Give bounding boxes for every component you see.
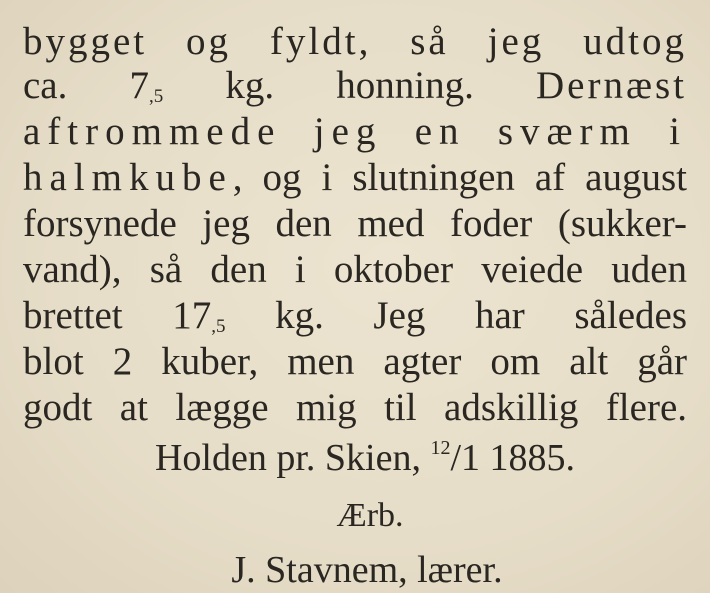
- subscript-decimal: ,5: [149, 86, 164, 107]
- greeting-text: Ærb.: [336, 497, 404, 534]
- greeting: [15, 494, 710, 538]
- signature-text: J. Stavnem, lærer.: [231, 549, 503, 591]
- dateline-place: Holden pr. Skien,: [154, 437, 431, 479]
- dateline-date: /1 1885.: [450, 437, 576, 479]
- text-line-2-start: ca. 7: [23, 64, 150, 107]
- text-line-3: [23, 110, 687, 154]
- dateline: [20, 436, 710, 480]
- text-line-2-spaced-word: Dernæst: [536, 64, 687, 107]
- text-line-5-content: forsynede jeg den med foder (sukker-: [23, 202, 687, 245]
- date-superscript: 12: [430, 437, 451, 459]
- text-line-8: [23, 340, 687, 384]
- text-line-1-content: bygget og fyldt, så jeg udtog: [23, 20, 687, 63]
- text-line-7-rest: kg. Jeg har således: [225, 294, 687, 337]
- text-line-4: [23, 156, 687, 200]
- subscript-decimal: ,5: [211, 316, 226, 337]
- text-line-6: [23, 248, 687, 292]
- text-line-9: [23, 386, 687, 430]
- text-line-8-content: blot 2 kuber, men agter om alt går: [23, 340, 687, 383]
- text-line-1: [23, 20, 687, 64]
- text-line-5: [23, 202, 687, 246]
- signature: [12, 548, 710, 592]
- text-line-2: [23, 64, 687, 108]
- text-line-2-middle: kg. honning.: [163, 64, 536, 107]
- text-line-6-content: vand), så den i oktober veiede uden: [23, 248, 687, 291]
- text-line-4-spaced-word: halmkube: [23, 156, 233, 199]
- text-line-3-content: aftrommede jeg en sværm i: [23, 110, 687, 153]
- text-line-4-rest: , og i slutningen af august: [232, 156, 687, 199]
- text-line-7-start: brettet 17: [23, 294, 212, 337]
- text-line-7: [23, 294, 687, 338]
- text-line-9-content: godt at lægge mig til adskillig flere.: [23, 386, 687, 429]
